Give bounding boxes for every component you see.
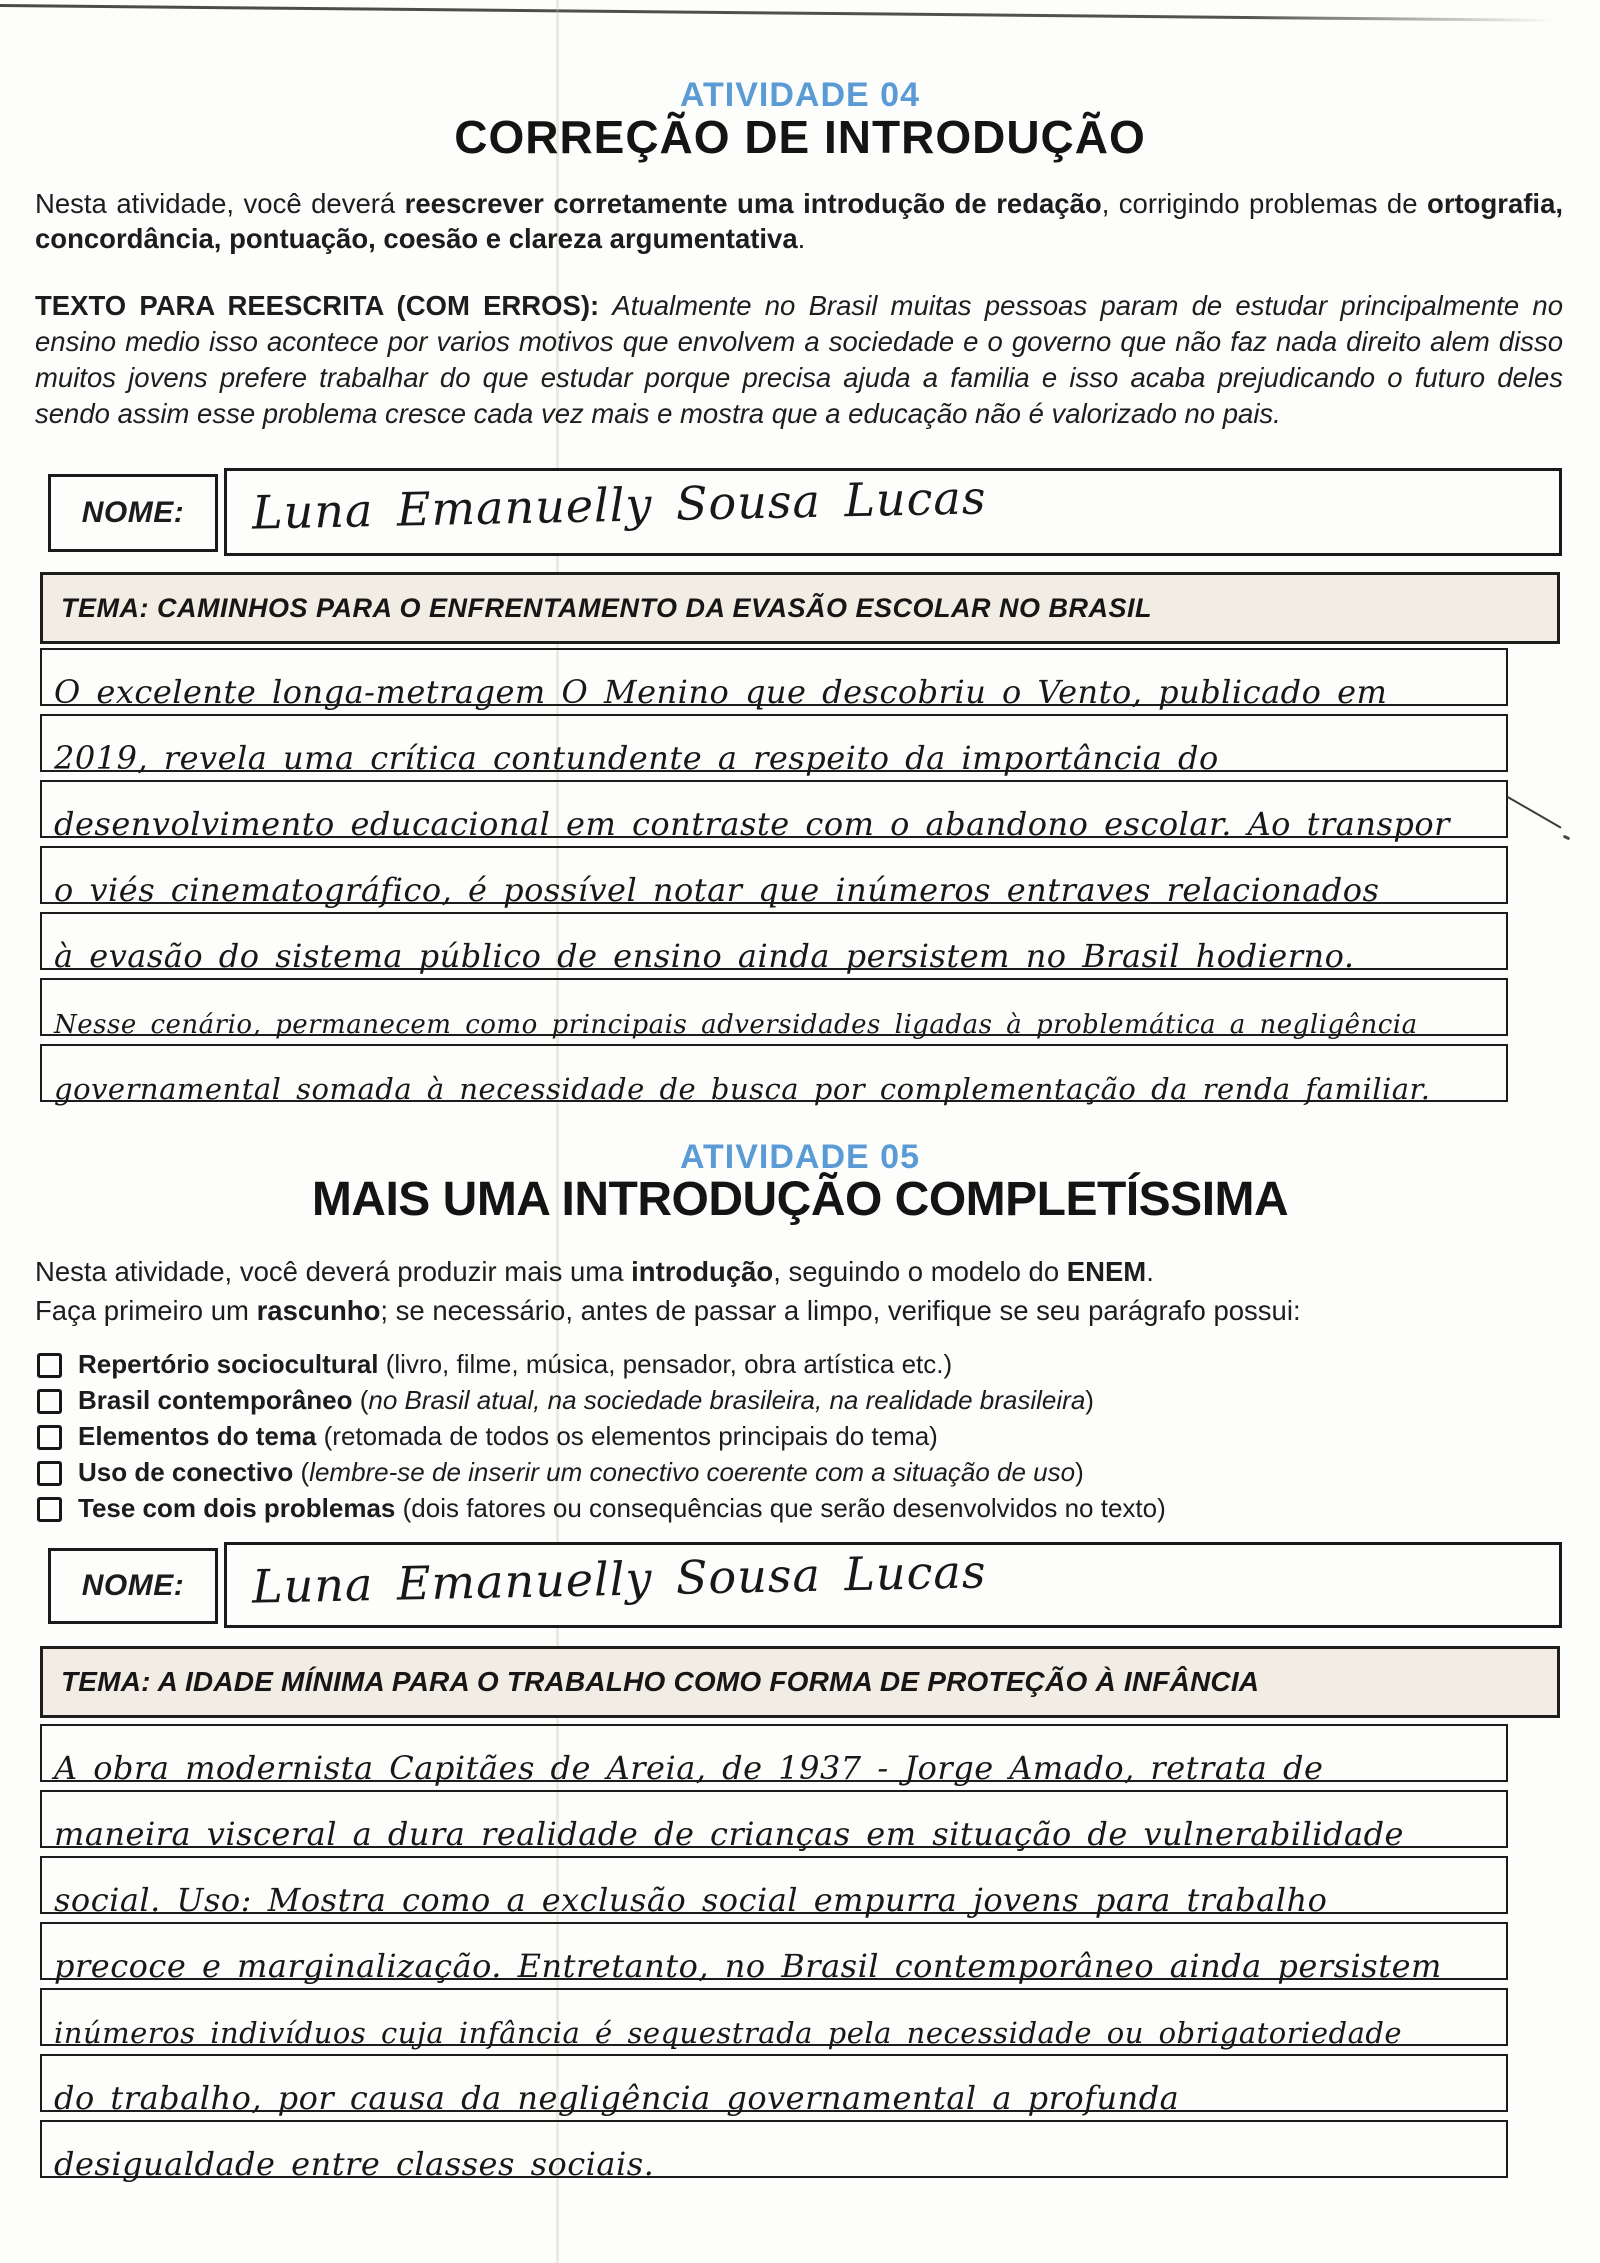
handwriting-line: Nesse cenário, permanecem como principais adversidades ligadas à problemática a negligência (54, 1010, 1418, 1040)
handwriting-line: desigualdade entre classes sociais. (54, 2145, 655, 2183)
writing-row (40, 1790, 1508, 1853)
handwriting-line: A obra modernista Capitães de Areia, de 1937 - Jorge Amado, retrata de (54, 1749, 1324, 1787)
writing-row (40, 1988, 1508, 2050)
writing-row (40, 2120, 1508, 2183)
activity04-writing-area (40, 648, 1508, 1110)
activity04-instructions: Nesta atividade, você deverá reescrever corretamente uma introdução de redação, corrigindo problemas de ortografia, concordância, pontuação, coesão e clareza argumentativa. (35, 188, 1563, 254)
writing-row (40, 846, 1508, 909)
tema04-text: TEMA: CAMINHOS PARA O ENFRENTAMENTO DA EVASÃO ESCOLAR NO BRASIL (61, 592, 1153, 623)
activity04-rewrite-text: TEXTO PARA REESCRITA (COM ERROS): Atualmente no Brasil muitas pessoas param de estudar principalmente no ensino medio isso acontece por varios motivos que envolvem a sociedade e o governo que não faz nada direito alem disso muitos jovens prefere trabalhar do que estudar porque precisa ajuda a familia e isso acaba prejudicando o futuro deles sendo assim esse problema cresce cada vez mais e mostra que a educação não é valorizado no pais. (35, 290, 1563, 429)
activity05-nome-label (48, 1548, 218, 1624)
scan-paper-edge (0, 4, 1555, 22)
activity04-nome-label (48, 474, 218, 552)
handwriting-line: o viés cinematográfico, é possível notar que inúmeros entraves relacionados (54, 871, 1380, 909)
writing-row (40, 714, 1508, 777)
activity05-checklist (35, 1350, 1565, 1530)
activity05-kicker: ATIVIDADE 05 (680, 1138, 920, 1176)
activity04-handwritten-name: Luna Emanuelly Sousa Lucas (251, 470, 987, 540)
checklist-item (35, 1458, 1565, 1487)
handwriting-line: desenvolvimento educacional em contraste com o abandono escolar. Ao transpor (54, 805, 1450, 843)
handwriting-line: maneira visceral a dura realidade de crianças em situação de vulnerabilidade (54, 1815, 1404, 1853)
writing-row (40, 2054, 1508, 2117)
writing-row (40, 1724, 1508, 1787)
checklist-item (35, 1386, 1565, 1415)
activity04-title: CORREÇÃO DE INTRODUÇÃO (454, 111, 1146, 163)
stray-pen-dot (1563, 835, 1571, 841)
nome-label-text: NOME: (81, 496, 185, 529)
checkbox-icon (37, 1425, 62, 1450)
writing-row (40, 1856, 1508, 1919)
checkbox-icon (37, 1389, 62, 1414)
handwriting-line: social. Uso: Mostra como a exclusão social empurra jovens para trabalho (54, 1881, 1328, 1919)
activity05-title: MAIS UMA INTRODUÇÃO COMPLETÍSSIMA (311, 1173, 1289, 1226)
handwriting-line: governamental somada à necessidade de busca por complementação da renda familiar. (54, 1072, 1431, 1106)
writing-row (40, 912, 1508, 975)
checklist-item-text: Repertório sociocultural (livro, filme, música, pensador, obra artística etc.) (78, 1349, 953, 1379)
handwriting-line: 2019, revela uma crítica contundente a respeito da importância do (54, 739, 1219, 777)
checklist-item-text: Uso de conectivo (lembre-se de inserir um conectivo coerente com a situação de uso) (78, 1457, 1084, 1487)
activity04-kicker: ATIVIDADE 04 (680, 76, 920, 114)
handwriting-line: do trabalho, por causa da negligência governamental a profunda (54, 2079, 1180, 2117)
checklist-item-text: Elementos do tema (retomada de todos os elementos principais do tema) (78, 1421, 938, 1451)
checklist-item (35, 1350, 1565, 1379)
writing-row (40, 780, 1508, 843)
handwriting-line: O excelente longa-metragem O Menino que descobriu o Vento, publicado em (54, 673, 1388, 711)
nome-label-text: NOME: (81, 1569, 185, 1602)
activity05-tema-bar (40, 1646, 1560, 1718)
activity05-writing-area (40, 1724, 1508, 2186)
checklist-item (35, 1422, 1565, 1451)
activity05-instructions-1: Nesta atividade, você deverá produzir mais uma introdução, seguindo o modelo do ENEM. (35, 1256, 1154, 1287)
handwriting-line: precoce e marginalização. Entretanto, no Brasil contemporâneo ainda persistem (54, 1947, 1442, 1985)
writing-row (40, 648, 1508, 711)
writing-row (40, 1044, 1508, 1106)
handwriting-line: inúmeros indivíduos cuja infância é sequestrada pela necessidade ou obrigatoriedade (54, 2016, 1403, 2050)
activity05-instructions-2: Faça primeiro um rascunho; se necessário, antes de passar a limpo, verifique se seu parágrafo possui: (35, 1295, 1301, 1326)
activity04-tema-bar (40, 572, 1560, 644)
handwriting-line: à evasão do sistema público de ensino ainda persistem no Brasil hodierno. (54, 937, 1355, 975)
activity05-handwritten-name: Luna Emanuelly Sousa Lucas (251, 1544, 987, 1614)
checklist-item-text: Brasil contemporâneo (no Brasil atual, na sociedade brasileira, na realidade brasileira) (78, 1385, 1094, 1415)
checklist-item (35, 1494, 1565, 1523)
checkbox-icon (37, 1461, 62, 1486)
checkbox-icon (37, 1353, 62, 1378)
stray-pen-mark (1507, 796, 1562, 829)
checkbox-icon (37, 1497, 62, 1522)
writing-row (40, 1922, 1508, 1985)
writing-row (40, 978, 1508, 1040)
tema05-text: TEMA: A IDADE MÍNIMA PARA O TRABALHO COMO FORMA DE PROTEÇÃO À INFÂNCIA (61, 1666, 1260, 1697)
checklist-item-text: Tese com dois problemas (dois fatores ou consequências que serão desenvolvidos no texto) (78, 1493, 1166, 1523)
